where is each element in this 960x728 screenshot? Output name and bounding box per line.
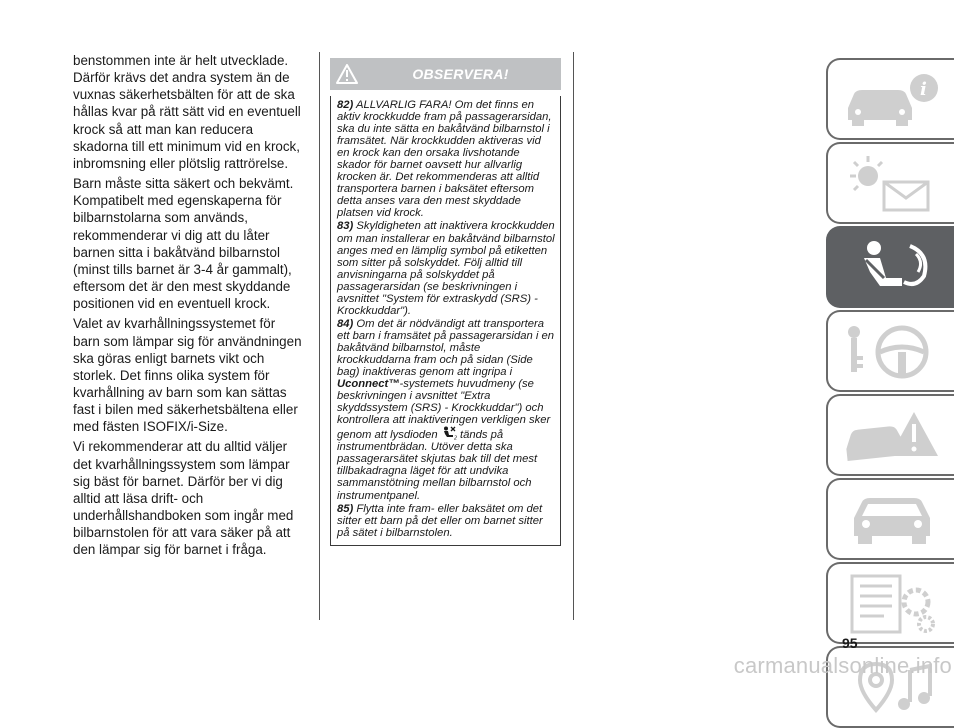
page-number: 95 (842, 635, 858, 651)
item-text: ALLVARLIG FARA! Om det finns en aktiv krockkudde fram på passagerarsidan, ska du inte sätta en bakåtvänd bilbarnstol i framsätet. När krockkudden aktiveras vid en krock kan den orsaka livshotande skador för barnet oavsett hur allvarlig krocken är. Det rekommenderas att alltid transportera barnen i baksätet eftersom detta anses vara den mest skyddade platsen vid krock. (337, 99, 552, 220)
car-info-icon (840, 68, 944, 132)
paragraph: Vi rekommenderar att du alltid väljer det kvarhållningssystem som lämpar sig bäst för barnet. Därför ber vi dig alltid att läsa drift- och underhållshandboken som ingår med bilbarnstolen för att vara säker på att den lämpar sig för barnet i fråga. (73, 439, 294, 558)
item-number: 85) (337, 502, 354, 515)
paragraph: Valet av kvarhållningssystemet för barn som lämpar sig för användningen ska göras enligt barnets vikt och storlek. Det finns olika system för kvarhållning av barn som kan sättas fast i bilen med säkerhetsbältena eller med fästen ISOFIX/i-Size. (73, 316, 302, 435)
item-number: 84) (337, 317, 354, 330)
notice-header (330, 58, 561, 90)
airbag-off-led-icon (441, 426, 457, 440)
car-service-icon (840, 488, 944, 552)
svg-text:2: 2 (453, 435, 457, 441)
item-text: -systemets huvudmeny (se beskrivningen i avsnittet "Extra skyddssystem (SRS) - Krockkuddar") och kontrollera att inaktiveringen verkligen sker genom att lysdioden (337, 378, 551, 442)
tab-starting-driving[interactable] (826, 310, 954, 392)
column-divider (319, 52, 320, 620)
item-number: 82) (337, 99, 354, 111)
watermark-text: carmanualsonline.info (733, 653, 952, 678)
notice-item (337, 99, 555, 219)
tab-car-info[interactable] (826, 58, 954, 140)
item-text: Flytta inte fram- eller baksätet om det sitter ett barn på det eller om barnet sitter på sätet i bilbarnstolen. (337, 502, 543, 539)
item-number: 83) (337, 220, 354, 233)
column-divider (573, 52, 574, 620)
settings-list-icon (840, 572, 944, 636)
warning-light-message-icon (840, 152, 944, 216)
notice-item (337, 318, 555, 502)
notice-title: OBSERVERA! (412, 66, 509, 82)
warning-notice-box (330, 58, 561, 546)
key-steering-wheel-icon (840, 320, 944, 384)
body-text-column (73, 52, 305, 562)
svg-text:i: i (920, 79, 927, 100)
item-text: Skyldigheten att inaktivera krockkudden om man installerar en bakåtvänd bilbarnstol anges med en lämplig symbol på etiketten som sitter på solskyddet. Följ alltid till anvisningarna på solskyddet på passagerarsidan (se beskrivningen i avsnittet "System för extraskydd (SRS) - Krockkuddar"). (337, 220, 555, 317)
paragraph: Barn måste sitta säkert och bekvämt. Kompatibelt med egenskaperna för bilbarnstolarna som används, rekommenderar vi dig att du låter barnen sitta i bakåtvänd bilbarnstol (minst tills barnet är 3-4 år gammalt), eftersom det är den mest skyddande positionen vid en eventuell krock. (73, 176, 294, 312)
item-text: tänds på instrumentbrädan. Utöver detta ska passagerarsätet skjutas bak till det mest tillbakadragna läget för att undvika sammanstötning mellan bilbarnstol och instrumentpanel. (337, 429, 538, 502)
tab-safety[interactable] (826, 226, 954, 308)
tab-emergency[interactable] (826, 394, 954, 476)
notice-body (330, 96, 561, 546)
seat-airbag-icon (840, 236, 944, 300)
tab-technical-data[interactable] (826, 562, 954, 644)
tab-servicing[interactable] (826, 478, 954, 560)
notice-item (337, 503, 555, 539)
item-text: Om det är nödvändigt att transportera ett barn i framsätet på passagerarsidan i en bakåtvänd bilbarnstol, måste krockkuddarna fram och på sidan (Side bag) inaktiveras genom att ingripa i (337, 317, 554, 379)
paragraph: benstommen inte är helt utvecklade. Därför krävs det andra system än de vuxnas säkerhetsbälten för att de ska hållas kvar på rätt sätt vid en eventuell krock så att man kan reducera skadorna till ett minimum vid en krock, inbromsning eller plötslig rattrörelse. (73, 53, 301, 171)
car-crash-warning-icon (840, 404, 944, 468)
uconnect-brand: Uconnect™ (337, 378, 400, 391)
notice-item (337, 220, 555, 316)
tab-warning-lights[interactable] (826, 142, 954, 224)
